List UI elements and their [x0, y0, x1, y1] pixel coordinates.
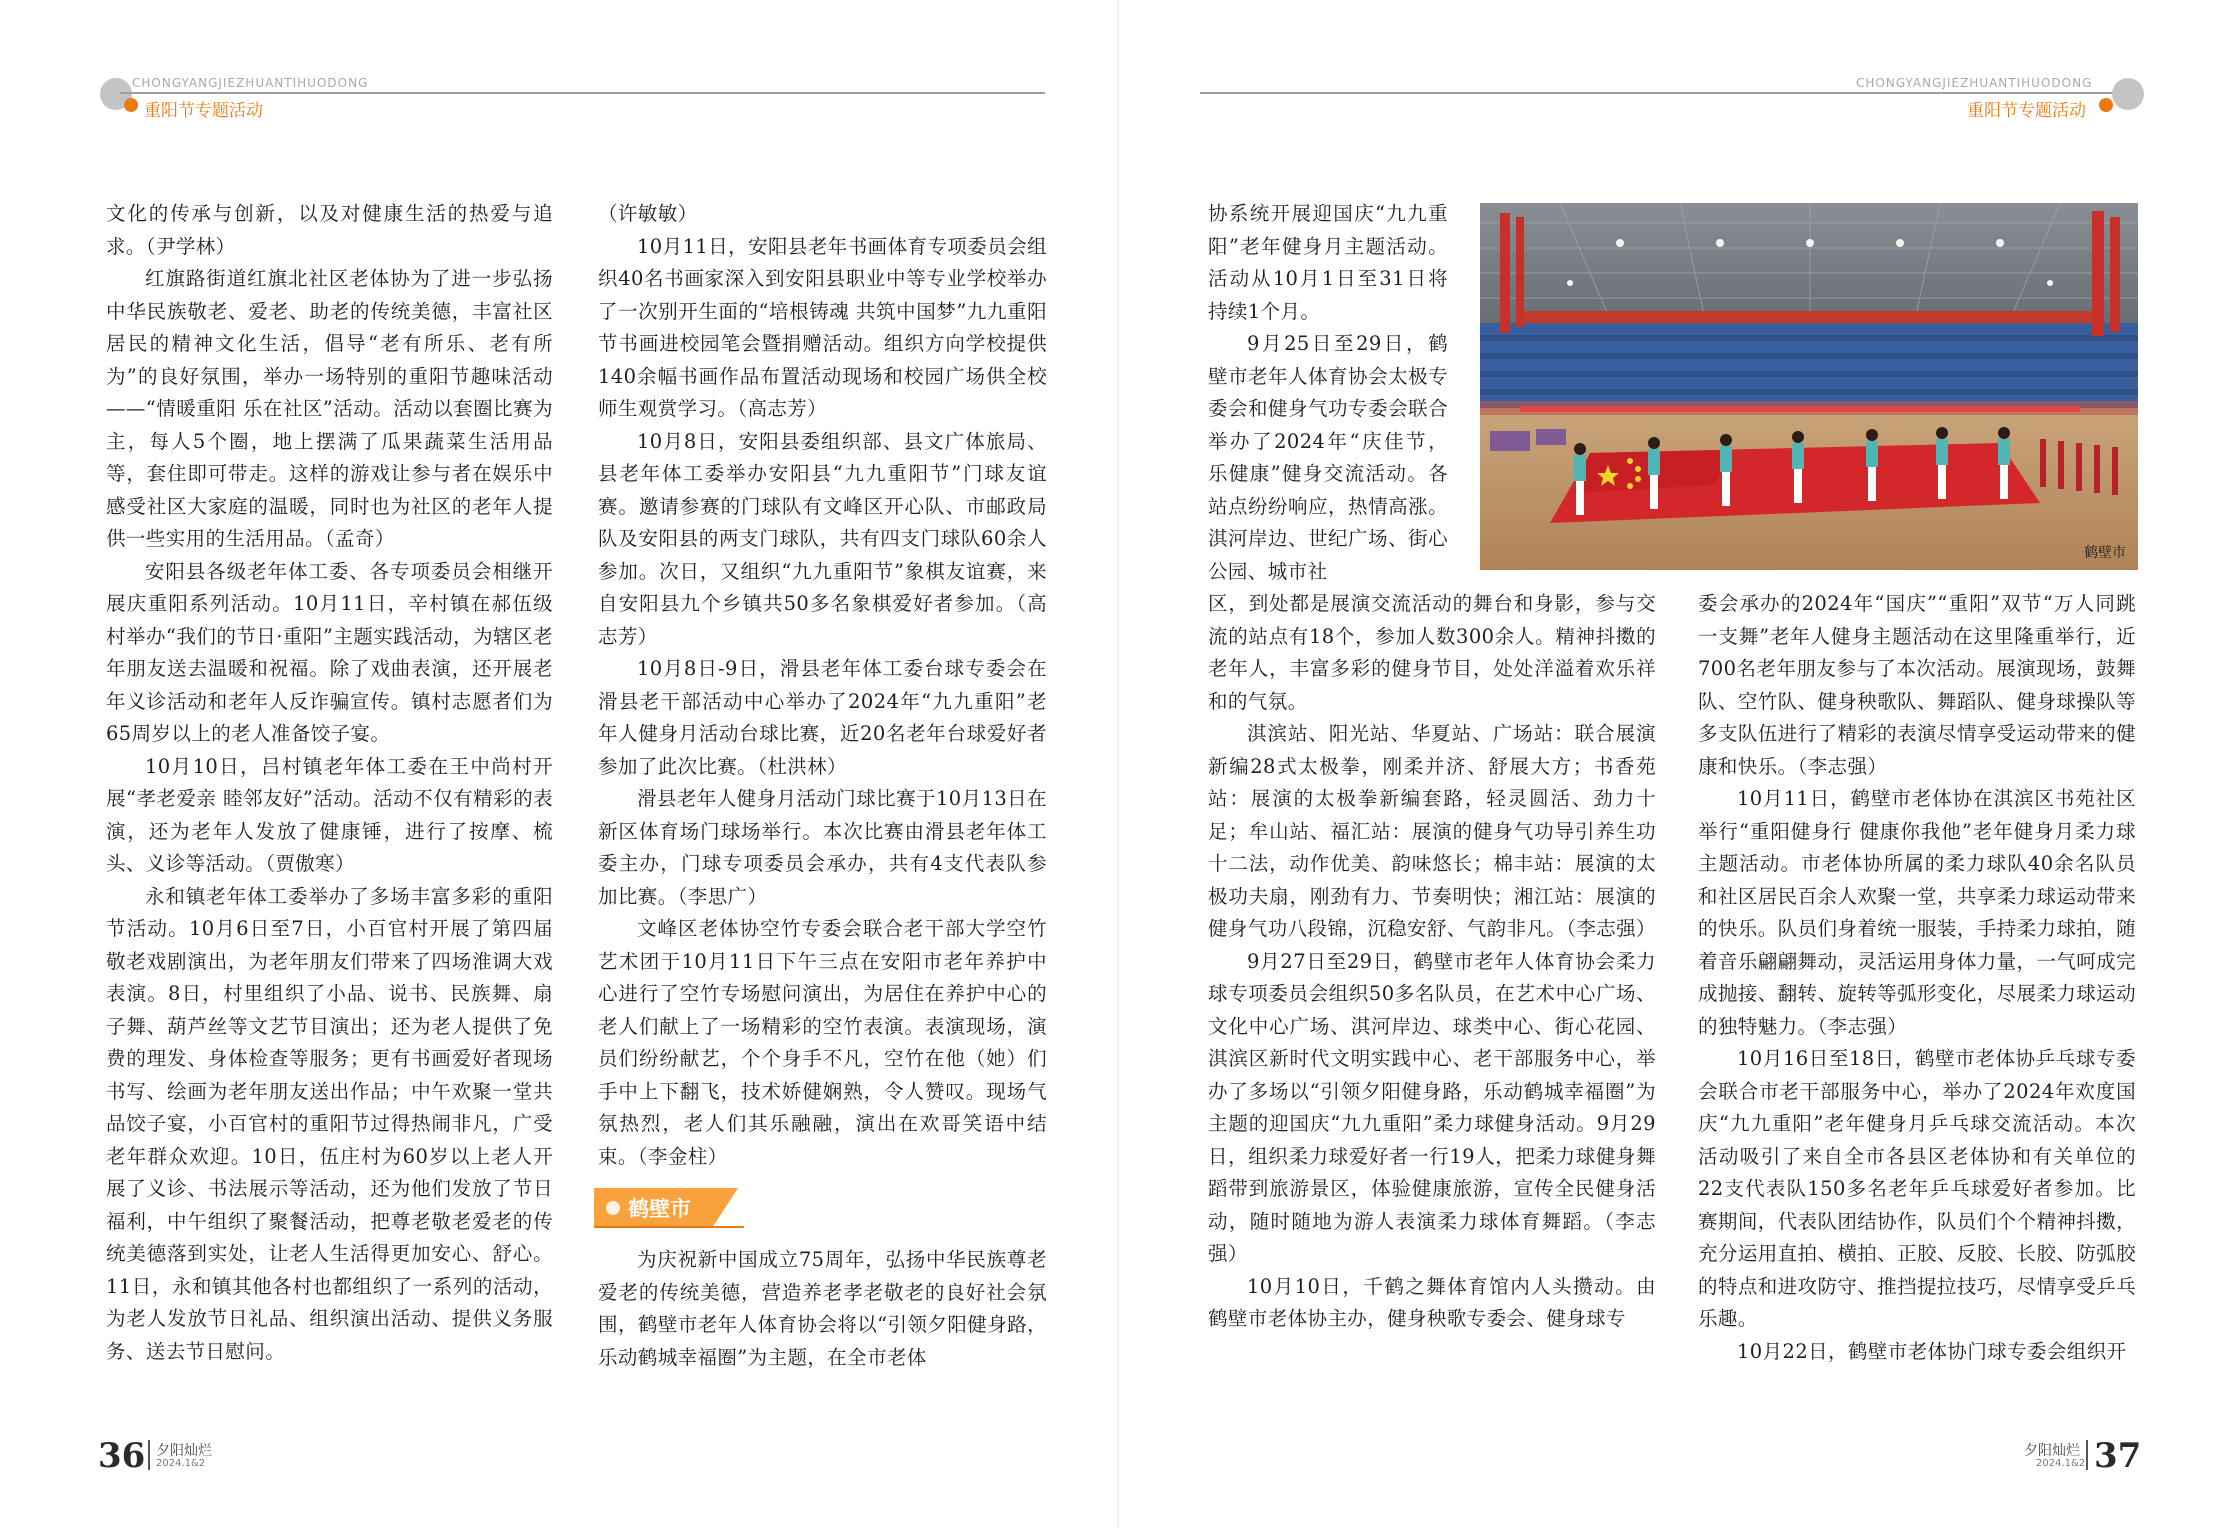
text-column-3 [1208, 588, 1656, 1336]
paragraph: 10月10日，千鹤之舞体育馆内人头攒动。由鹤壁市老体协主办，健身秧歌专委会、健身球专 [1208, 1274, 1656, 1330]
paragraph: 文化的传承与创新，以及对健康生活的热爱与追求。（尹学林） [106, 202, 553, 258]
paragraph: 淇滨站、阳光站、华夏站、广场站：联合展演新编28式太极拳，刚柔并济、舒展大方；书香苑站：展演的太极拳新编套路，轻灵圆活、劲力十足；牟山站、福汇站：展演的健身气功导引养生功十二法，动作优美、韵味悠长；棉丰站：展演的太极功夫扇，刚劲有力、节奏明快；湘江站：展演的健身气功八段锦，沉稳安舒、气韵非凡。（李志强） [1208, 722, 1656, 940]
header-rule-left [120, 92, 1045, 94]
paragraph: 区，到处都是展演交流活动的舞台和身影，参与交流的站点有18个，参加人数300余人。精神抖擞的老年人，丰富多彩的健身节目，处处洋溢着欢乐祥和的气氛。 [1208, 592, 1656, 713]
gymnasium-photo [1480, 203, 2138, 570]
section-heading-hebi [594, 1188, 744, 1228]
footer-issue-left: 2024.1&2 [156, 1458, 206, 1469]
paragraph: 协系统开展迎国庆“九九重阳”老年健身月主题活动。活动从10月1日至31日将持续1个月。 [1208, 202, 1448, 323]
header-title-right: 重阳节专题活动 [1967, 101, 2086, 121]
footer-issue-right: 2024.1&2 [2036, 1458, 2086, 1469]
footer-separator-right [2086, 1440, 2088, 1470]
text-column-3-narrow [1208, 198, 1448, 588]
photo-of-gymnasium-performance-icon [1480, 203, 2138, 570]
paragraph: 9月27日至29日，鹤壁市老年人体育协会柔力球专项委员会组织50多名队员，在艺术中心广场、文化中心广场、淇河岸边、球类中心、街心花园、淇滨区新时代文明实践中心、老干部服务中心，举办了多场以“引领夕阳健身路，乐动鹤城幸福圈”为主题的迎国庆“九九重阳”柔力球健身活动。9月29日，组织柔力球爱好者一行19人，把柔力球健身舞蹈带到旅游景区，体验健康旅游，宣传全民健身活动，随时随地为游人表演柔力球体育舞蹈。（李志强） [1208, 949, 1656, 1265]
bullet-dot-icon [606, 1201, 620, 1215]
photo-caption: 鹤壁市 [2084, 545, 2126, 561]
paragraph: 10月16日至18日，鹤壁市老体协乒乓球专委会联合市老干部服务中心，举办了2024年欢度国庆“九九重阳”老年健身月乒乓球交流活动。本次活动吸引了来自全市各县区老体协和有关单位的22支代表队150多名老年乒乓球爱好者参加。比赛期间，代表队团结协作，队员们个个精神抖擞，充分运用直拍、横拍、正胶、反胶、长胶、防弧胶的特点和进攻防守、推挡提拉技巧，尽情享受乒乓乐趣。 [1698, 1047, 2136, 1330]
header-circle-right [2112, 78, 2144, 110]
header-dot-left [124, 98, 138, 112]
tag-triangle [712, 1188, 738, 1228]
footer-magazine-right: 夕阳灿烂 [2024, 1443, 2080, 1459]
paragraph: 10月8日-9日，滑县老年体工委台球专委会在滑县老干部活动中心举办了2024年“九九重阳”老年人健身月活动台球比赛，近20名老年台球爱好者参加了此次比赛。（杜洪林） [598, 657, 1047, 778]
paragraph: 文峰区老体协空竹专委会联合老干部大学空竹艺术团于10月11日下午三点在安阳市老年养护中心进行了空竹专场慰问演出，为居住在养护中心的老人们献上了一场精彩的空竹表演。表演现场，演员们纷纷献艺，个个身手不凡，空竹在他（她）们手中上下翻飞，技术娇健娴熟，令人赞叹。现场气氛热烈，老人们其乐融融，演出在欢哥笑语中结束。（李金柱） [598, 917, 1047, 1168]
section-heading-text: 鹤壁市 [628, 1197, 691, 1221]
header-pinyin-left: CHONGYANGJIEZHUANTIHUODONG [132, 76, 369, 90]
paragraph: 9月25日至29日，鹤壁市老年人体育协会太极专委会和健身气功专委会联合举办了2024年“庆佳节，乐健康”健身交流活动。各站点纷纷响应，热情高涨。淇河岸边、世纪广场、街心公园、城市社 [1208, 332, 1448, 583]
paragraph: 10月8日，安阳县委组织部、县文广体旅局、县老年体工委举办安阳县“九九重阳节”门球友谊赛。邀请参赛的门球队有文峰区开心队、市邮政局队及安阳县的两支门球队，共有四支门球队60余人参加。次日，又组织“九九重阳节”象棋友谊赛，来自安阳县九个乡镇共50多名象棋爱好者参加。（高志芳） [598, 429, 1047, 648]
page-number-left: 36 [98, 1436, 146, 1476]
footer-magazine-left: 夕阳灿烂 [156, 1443, 212, 1459]
paragraph: 10月11日，鹤壁市老体协在淇滨区书苑社区举行“重阳健身行 健康你我他”老年健身月柔力球主题活动。市老体协所属的柔力球队40余名队员和社区居民百余人欢聚一堂，共享柔力球运动带来的快乐。队员们身着统一服装，手持柔力球拍，随着音乐翩翩舞动，灵活运用身体力量，一气呵成完成抛接、翻转、旋转等弧形变化，尽展柔力球运动的独特魅力。（李志强） [1698, 787, 2136, 1038]
footer-separator-left [148, 1440, 150, 1470]
header-title-left: 重阳节专题活动 [144, 101, 263, 121]
text-column-2-lower [598, 1244, 1047, 1374]
text-column-2 [598, 198, 1047, 1173]
header-dot-right [2099, 98, 2113, 112]
paragraph: 委会承办的2024年“国庆”“重阳”双节“万人同跳一支舞”老年人健身主题活动在这里隆重举行，近700名老年朋友参与了本次活动。展演现场，鼓舞队、空竹队、健身秧歌队、舞蹈队、健身球操队等多支队伍进行了精彩的表演尽情享受运动带来的健康和快乐。（李志强） [1698, 592, 2136, 778]
paragraph: 为庆祝新中国成立75周年，弘扬中华民族尊老爱老的传统美德，营造养老孝老敬老的良好社会氛围，鹤壁市老年人体育协会将以“引领夕阳健身路，乐动鹤城幸福圈”为主题，在全市老体 [598, 1248, 1047, 1369]
paragraph: 10月11日，安阳县老年书画体育专项委员会组织40名书画家深入到安阳县职业中等专业学校举办了一次别开生面的“培根铸魂 共筑中国梦”九九重阳节书画进校园笔会暨捐赠活动。组织方向学校提供140余幅书画作品布置活动现场和校园广场供全校师生观赏学习。（高志芳） [598, 234, 1047, 420]
tag-underline [594, 1226, 744, 1228]
page-gutter [1117, 0, 1119, 1528]
text-column-4 [1698, 588, 2136, 1368]
text-column-1 [106, 198, 553, 1368]
paragraph: 永和镇老年体工委举办了多场丰富多彩的重阳节活动。10月6日至7日，小百官村开展了第四届敬老戏剧演出，为老年朋友们带来了四场淮调大戏表演。8日，村里组织了小品、说书、民族舞、扇子舞、葫芦丝等文艺节目演出；还为老人提供了免费的理发、身体检查等服务；更有书画爱好者现场书写、绘画为老年朋友送出作品；中午欢聚一堂共品饺子宴，小百官村的重阳节过得热闹非凡，广受老年群众欢迎。10日，伍庄村为60岁以上老人开展了义诊、书法展示等活动，还为他们发放了节日福利，中午组织了聚餐活动，把尊老敬老爱老的传统美德落到实处，让老人生活得更加安心、舒心。11日，永和镇其他各村也都组织了一系列的活动，为老人发放节日礼品、组织演出活动、提供义务服务、送去节日慰问。 [106, 884, 553, 1363]
paragraph: 滑县老年人健身月活动门球比赛于10月13日在新区体育场门球场举行。本次比赛由滑县老年体工委主办，门球专项委员会承办，共有4支代表队参加比赛。（李思广） [598, 787, 1047, 908]
paragraph: 红旗路街道红旗北社区老体协为了进一步弘扬中华民族敬老、爱老、助老的传统美德，丰富社区居民的精神文化生活，倡导“老有所乐、老有所为”的良好氛围，举办一场特别的重阳节趣味活动——“情暖重阳 乐在社区”活动。活动以套圈比赛为主，每人5个圈，地上摆满了瓜果蔬菜生活用品等，套住即可带走。这样的游戏让参与者在娱乐中感受社区大家庭的温暖，同时也为社区的老年人提供一些实用的生活用品。（孟奇） [106, 267, 553, 550]
paragraph: 10月10日，吕村镇老年体工委在王中尚村开展“孝老爱亲 睦邻友好”活动。活动不仅有精彩的表演，还为老年人发放了健康锤，进行了按摩、梳头、义诊等活动。（贾傲寒） [106, 754, 553, 875]
page-number-right: 37 [2094, 1436, 2142, 1476]
paragraph: （许敏敏） [598, 202, 698, 225]
paragraph: 安阳县各级老年体工委、各专项委员会相继开展庆重阳系列活动。10月11日，辛村镇在郝伍级村举办“我们的节日·重阳”主题实践活动，为辖区老年朋友送去温暖和祝福。除了戏曲表演，还开展老年义诊活动和老年人反诈骗宣传。镇村志愿者们为65周岁以上的老人准备饺子宴。 [106, 559, 553, 745]
header-pinyin-right: CHONGYANGJIEZHUANTIHUODONG [1856, 76, 2093, 90]
paragraph: 10月22日，鹤壁市老体协门球专委会组织开 [1737, 1339, 2127, 1363]
header-rule-right [1200, 92, 2140, 94]
